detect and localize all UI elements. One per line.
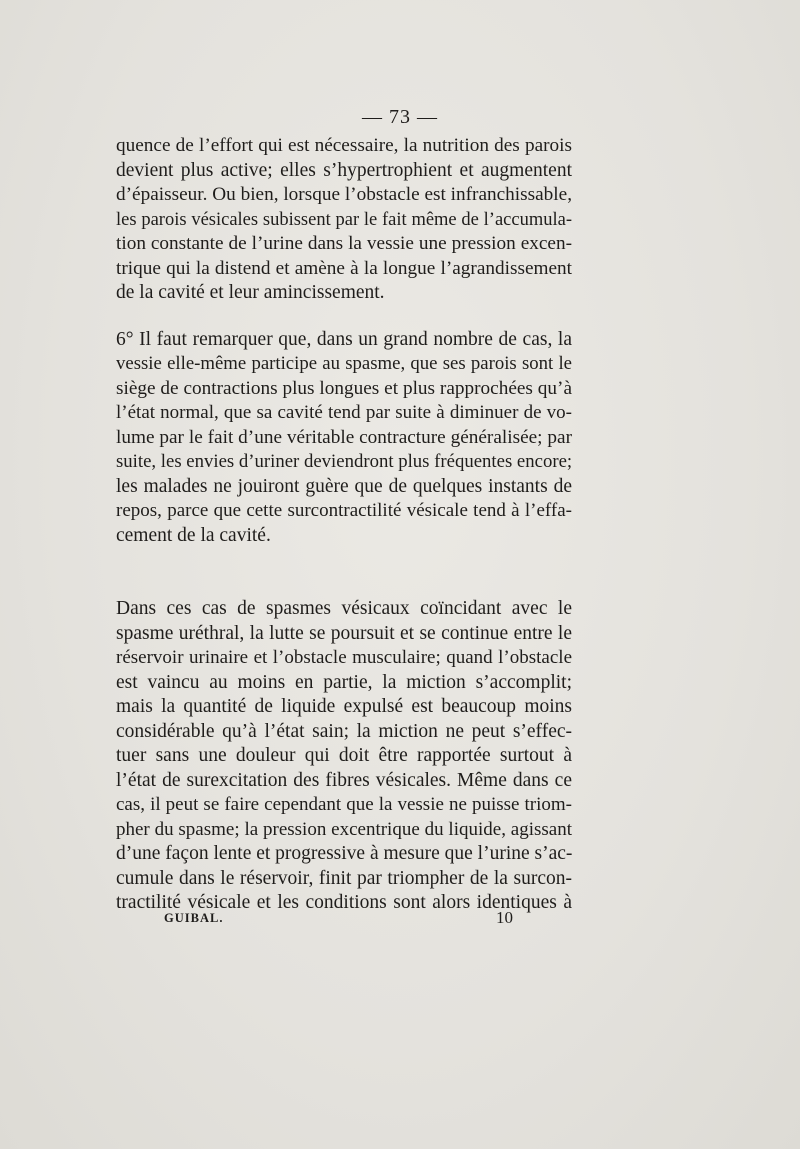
text-line: quence de l’effort qui est nécessaire, la nutrition des parois bbox=[116, 135, 572, 156]
paragraph-3 bbox=[116, 597, 572, 916]
text-line: considérable qu’à l’état sain; la miction ne peut s’effec- bbox=[116, 720, 572, 742]
text-line: réservoir urinaire et l’obstacle musculaire; quand l’obstacle bbox=[116, 647, 572, 668]
text-line: vessie elle-même participe au spasme, que ses parois sont le bbox=[116, 353, 572, 374]
text-line: mais la quantité de liquide expulsé est beaucoup moins bbox=[116, 696, 572, 717]
text-line: cas, il peut se faire cependant que la vessie ne puisse triom- bbox=[116, 794, 572, 815]
sheet-number: 10 bbox=[496, 908, 513, 927]
text-line: lume par le fait d’une véritable contracture généralisée; par bbox=[116, 426, 572, 448]
text-line: tion constante de l’urine dans la vessie une pression excen- bbox=[116, 233, 572, 254]
text-line: tractilité vésicale et les conditions sont alors identiques à bbox=[116, 892, 572, 913]
text-line: l’état normal, que sa cavité tend par suite à diminuer de vo- bbox=[116, 402, 572, 423]
page-footer bbox=[116, 908, 572, 932]
text-line: l’état de surexcitation des fibres vésicales. Même dans ce bbox=[116, 769, 572, 791]
text-line: d’épaisseur. Ou bien, lorsque l’obstacle est infranchissable, bbox=[116, 184, 572, 205]
body-text bbox=[116, 134, 572, 916]
text-line: cement de la cavité. bbox=[116, 524, 271, 546]
text-line: Dans ces cas de spasmes vésicaux coïncidant avec le bbox=[116, 598, 572, 619]
text-line: est vaincu au moins en partie, la miction s’accomplit; bbox=[116, 671, 572, 693]
text-line: les parois vésicales subissent par le fait même de l’accumula- bbox=[116, 209, 572, 230]
paragraph-1 bbox=[116, 134, 572, 306]
text-line: cumule dans le réservoir, finit par triompher de la surcon- bbox=[116, 867, 572, 889]
text-line: suite, les envies d’uriner deviendront plus fréquentes encore; bbox=[116, 451, 573, 472]
text-line: 6° Il faut remarquer que, dans un grand nombre de cas, la bbox=[116, 328, 572, 350]
page-number: — 73 — bbox=[362, 106, 438, 128]
text-line: repos, parce que cette surcontractilité vésicale tend à l’effa- bbox=[116, 500, 572, 521]
text-line: tuer sans une douleur qui doit être rapportée surtout à bbox=[116, 745, 572, 766]
text-line: pher du spasme; la pression excentrique du liquide, agissant bbox=[116, 818, 572, 840]
text-line: devient plus active; elles s’hypertrophient et augmentent bbox=[116, 159, 572, 181]
text-line: spasme uréthral, la lutte se poursuit et se continue entre le bbox=[116, 622, 572, 644]
text-line: d’une façon lente et progressive à mesure que l’urine s’ac- bbox=[116, 843, 573, 864]
paragraph-2 bbox=[116, 328, 572, 549]
printer-signature: GUIBAL. bbox=[164, 911, 224, 925]
text-line: trique qui la distend et amène à la longue l’agrandissement bbox=[116, 257, 572, 279]
text-line: siège de contractions plus longues et plus rapprochées qu’à bbox=[116, 377, 572, 399]
text-line: de la cavité et leur amincissement. bbox=[116, 282, 385, 303]
text-line: les malades ne jouiront guère que de quelques instants de bbox=[116, 475, 572, 497]
